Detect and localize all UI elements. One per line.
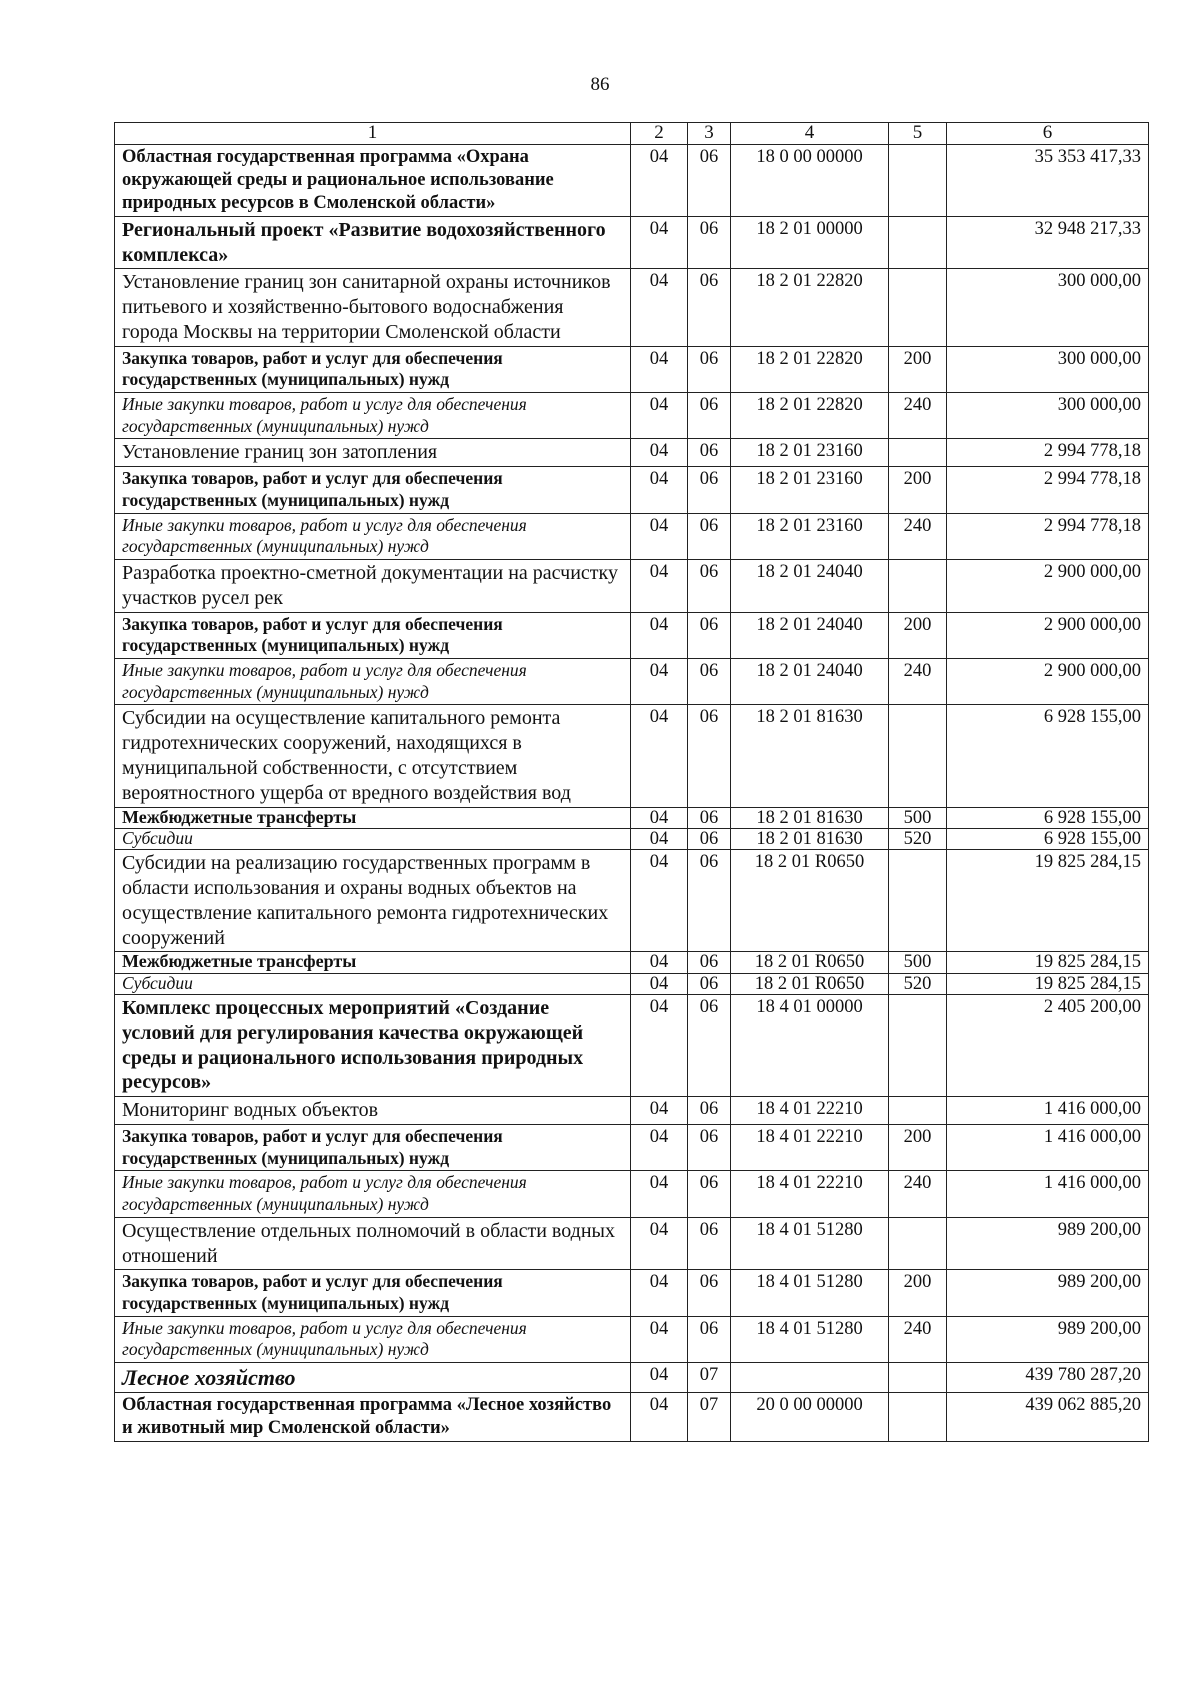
row-name: Разработка проектно-сметной документации на расчистку участков русел рек [115, 559, 631, 612]
row-section-code: 04 [631, 393, 688, 439]
row-expense-type [889, 850, 947, 952]
row-target-article: 18 2 01 81630 [731, 705, 889, 807]
row-section-code: 04 [631, 807, 688, 828]
row-name: Субсидии на осуществление капитального ремонта гидротехнических сооружений, находящихся в муниципальной собственности, с отсутствием вероятностного ущерба от вредного воздействия вод [115, 705, 631, 807]
row-target-article: 20 0 00 00000 [731, 1393, 889, 1442]
row-target-article: 18 2 01 24040 [731, 559, 889, 612]
row-amount: 989 200,00 [947, 1217, 1149, 1270]
row-name: Иные закупки товаров, работ и услуг для обеспечения государственных (муниципальных) нужд [115, 513, 631, 559]
row-section-code: 04 [631, 1393, 688, 1442]
row-amount: 300 000,00 [947, 393, 1149, 439]
row-subsection-code: 06 [688, 1097, 731, 1125]
table-row [115, 705, 1149, 807]
row-target-article: 18 4 01 51280 [731, 1217, 889, 1270]
row-expense-type [889, 439, 947, 467]
row-amount: 2 900 000,00 [947, 559, 1149, 612]
row-subsection-code: 06 [688, 144, 731, 216]
row-name: Межбюджетные трансферты [115, 952, 631, 973]
table-row [115, 393, 1149, 439]
row-expense-type [889, 705, 947, 807]
row-target-article: 18 2 01 81630 [731, 807, 889, 828]
row-amount: 2 994 778,18 [947, 513, 1149, 559]
row-amount: 2 994 778,18 [947, 467, 1149, 513]
row-section-code: 04 [631, 467, 688, 513]
row-expense-type [889, 1097, 947, 1125]
row-expense-type: 240 [889, 393, 947, 439]
table-row [115, 1270, 1149, 1316]
row-subsection-code: 06 [688, 513, 731, 559]
table-row [115, 269, 1149, 346]
row-expense-type [889, 269, 947, 346]
row-target-article: 18 2 01 00000 [731, 216, 889, 269]
row-subsection-code: 06 [688, 1125, 731, 1171]
table-row [115, 1171, 1149, 1217]
table-row [115, 346, 1149, 392]
row-name: Осуществление отдельных полномочий в области водных отношений [115, 1217, 631, 1270]
row-target-article: 18 2 01 R0650 [731, 850, 889, 952]
row-section-code: 04 [631, 995, 688, 1097]
table-row [115, 1097, 1149, 1125]
row-section-code: 04 [631, 269, 688, 346]
row-name: Субсидии [115, 973, 631, 994]
row-subsection-code: 06 [688, 973, 731, 994]
row-name: Иные закупки товаров, работ и услуг для обеспечения государственных (муниципальных) нужд [115, 1316, 631, 1362]
row-amount: 32 948 217,33 [947, 216, 1149, 269]
row-subsection-code: 06 [688, 1270, 731, 1316]
row-section-code: 04 [631, 850, 688, 952]
row-expense-type [889, 1393, 947, 1442]
column-header-2: 2 [631, 123, 688, 145]
table-row [115, 973, 1149, 994]
table-row [115, 1363, 1149, 1393]
row-subsection-code: 06 [688, 658, 731, 704]
row-section-code: 04 [631, 1171, 688, 1217]
row-amount: 1 416 000,00 [947, 1125, 1149, 1171]
row-section-code: 04 [631, 1270, 688, 1316]
row-target-article: 18 2 01 R0650 [731, 973, 889, 994]
row-amount: 6 928 155,00 [947, 828, 1149, 849]
row-amount: 989 200,00 [947, 1270, 1149, 1316]
row-name: Лесное хозяйство [115, 1363, 631, 1393]
row-amount: 19 825 284,15 [947, 952, 1149, 973]
row-name: Мониторинг водных объектов [115, 1097, 631, 1125]
row-name: Иные закупки товаров, работ и услуг для обеспечения государственных (муниципальных) нужд [115, 658, 631, 704]
row-name: Установление границ зон затопления [115, 439, 631, 467]
row-name: Иные закупки товаров, работ и услуг для обеспечения государственных (муниципальных) нужд [115, 1171, 631, 1217]
row-target-article: 18 4 01 22210 [731, 1125, 889, 1171]
row-expense-type: 520 [889, 973, 947, 994]
table-row [115, 995, 1149, 1097]
row-section-code: 04 [631, 1363, 688, 1393]
row-amount: 2 900 000,00 [947, 658, 1149, 704]
row-amount: 439 780 287,20 [947, 1363, 1149, 1393]
table-row [115, 144, 1149, 216]
row-name: Установление границ зон санитарной охраны источников питьевого и хозяйственно-бытового водоснабжения города Москвы на территории Смоленской области [115, 269, 631, 346]
row-expense-type: 200 [889, 346, 947, 392]
row-subsection-code: 06 [688, 559, 731, 612]
row-target-article: 18 0 00 00000 [731, 144, 889, 216]
row-subsection-code: 06 [688, 346, 731, 392]
row-expense-type: 240 [889, 658, 947, 704]
row-subsection-code: 06 [688, 850, 731, 952]
column-header-5: 5 [889, 123, 947, 145]
column-header-1: 1 [115, 123, 631, 145]
row-amount: 1 416 000,00 [947, 1171, 1149, 1217]
row-target-article: 18 2 01 22820 [731, 269, 889, 346]
row-expense-type: 240 [889, 513, 947, 559]
row-name: Региональный проект «Развитие водохозяйственного комплекса» [115, 216, 631, 269]
row-name: Областная государственная программа «Охрана окружающей среды и рациональное использование природных ресурсов в Смоленской области» [115, 144, 631, 216]
row-target-article: 18 2 01 23160 [731, 513, 889, 559]
row-section-code: 04 [631, 346, 688, 392]
table-row [115, 612, 1149, 658]
table-row [115, 658, 1149, 704]
row-amount: 2 900 000,00 [947, 612, 1149, 658]
row-subsection-code: 06 [688, 612, 731, 658]
row-section-code: 04 [631, 658, 688, 704]
page-number: 86 [590, 74, 610, 95]
row-amount: 19 825 284,15 [947, 973, 1149, 994]
table-row [115, 1125, 1149, 1171]
row-expense-type: 240 [889, 1316, 947, 1362]
row-name: Закупка товаров, работ и услуг для обеспечения государственных (муниципальных) нужд [115, 467, 631, 513]
row-subsection-code: 06 [688, 995, 731, 1097]
row-amount: 989 200,00 [947, 1316, 1149, 1362]
row-expense-type [889, 995, 947, 1097]
row-subsection-code: 06 [688, 393, 731, 439]
row-name: Закупка товаров, работ и услуг для обеспечения государственных (муниципальных) нужд [115, 1125, 631, 1171]
table-row [115, 807, 1149, 828]
row-section-code: 04 [631, 952, 688, 973]
row-section-code: 04 [631, 144, 688, 216]
row-target-article: 18 2 01 24040 [731, 612, 889, 658]
table-row [115, 1393, 1149, 1442]
row-target-article: 18 4 01 22210 [731, 1097, 889, 1125]
row-subsection-code: 06 [688, 828, 731, 849]
row-name: Субсидии на реализацию государственных программ в области использования и охраны водных объектов на осуществление капитального ремонта гидротехнических сооружений [115, 850, 631, 952]
row-expense-type: 200 [889, 1125, 947, 1171]
budget-table [114, 122, 1149, 1442]
row-section-code: 04 [631, 705, 688, 807]
row-amount: 2 994 778,18 [947, 439, 1149, 467]
column-header-4: 4 [731, 123, 889, 145]
table-row [115, 559, 1149, 612]
row-target-article: 18 2 01 81630 [731, 828, 889, 849]
row-target-article: 18 2 01 22820 [731, 346, 889, 392]
row-section-code: 04 [631, 1097, 688, 1125]
row-name: Межбюджетные трансферты [115, 807, 631, 828]
row-section-code: 04 [631, 1125, 688, 1171]
row-section-code: 04 [631, 973, 688, 994]
row-expense-type [889, 559, 947, 612]
row-target-article: 18 2 01 23160 [731, 467, 889, 513]
row-amount: 300 000,00 [947, 346, 1149, 392]
header-row [115, 123, 1149, 145]
row-expense-type [889, 216, 947, 269]
row-subsection-code: 06 [688, 216, 731, 269]
row-amount: 300 000,00 [947, 269, 1149, 346]
row-subsection-code: 07 [688, 1393, 731, 1442]
row-target-article: 18 4 01 00000 [731, 995, 889, 1097]
row-amount: 2 405 200,00 [947, 995, 1149, 1097]
row-expense-type: 200 [889, 467, 947, 513]
row-section-code: 04 [631, 513, 688, 559]
row-target-article: 18 2 01 R0650 [731, 952, 889, 973]
row-section-code: 04 [631, 559, 688, 612]
table-row [115, 216, 1149, 269]
table-row [115, 850, 1149, 952]
row-section-code: 04 [631, 439, 688, 467]
row-subsection-code: 06 [688, 467, 731, 513]
table-row [115, 467, 1149, 513]
row-subsection-code: 06 [688, 1316, 731, 1362]
row-name: Закупка товаров, работ и услуг для обеспечения государственных (муниципальных) нужд [115, 346, 631, 392]
row-name: Иные закупки товаров, работ и услуг для обеспечения государственных (муниципальных) нужд [115, 393, 631, 439]
row-section-code: 04 [631, 1217, 688, 1270]
row-subsection-code: 06 [688, 705, 731, 807]
table-body [115, 144, 1149, 1441]
row-target-article: 18 2 01 23160 [731, 439, 889, 467]
row-name: Закупка товаров, работ и услуг для обеспечения государственных (муниципальных) нужд [115, 1270, 631, 1316]
row-subsection-code: 06 [688, 1171, 731, 1217]
row-subsection-code: 07 [688, 1363, 731, 1393]
table-row [115, 1217, 1149, 1270]
row-target-article: 18 4 01 51280 [731, 1270, 889, 1316]
row-expense-type: 200 [889, 612, 947, 658]
row-subsection-code: 06 [688, 1217, 731, 1270]
table-row [115, 952, 1149, 973]
row-target-article: 18 2 01 22820 [731, 393, 889, 439]
row-expense-type: 200 [889, 1270, 947, 1316]
row-expense-type [889, 1363, 947, 1393]
row-amount: 19 825 284,15 [947, 850, 1149, 952]
row-name: Областная государственная программа «Лесное хозяйство и животный мир Смоленской области» [115, 1393, 631, 1442]
column-header-6: 6 [947, 123, 1149, 145]
row-expense-type: 240 [889, 1171, 947, 1217]
table-row [115, 1316, 1149, 1362]
row-section-code: 04 [631, 1316, 688, 1362]
row-amount: 1 416 000,00 [947, 1097, 1149, 1125]
row-amount: 6 928 155,00 [947, 807, 1149, 828]
row-target-article: 18 2 01 24040 [731, 658, 889, 704]
row-expense-type: 500 [889, 807, 947, 828]
row-expense-type [889, 1217, 947, 1270]
row-subsection-code: 06 [688, 807, 731, 828]
row-amount: 6 928 155,00 [947, 705, 1149, 807]
table-row [115, 828, 1149, 849]
row-subsection-code: 06 [688, 952, 731, 973]
row-subsection-code: 06 [688, 269, 731, 346]
row-subsection-code: 06 [688, 439, 731, 467]
row-name: Комплекс процессных мероприятий «Создание условий для регулирования качества окружающей среды и рационального использования природных ресурсов» [115, 995, 631, 1097]
row-expense-type: 500 [889, 952, 947, 973]
table-row [115, 513, 1149, 559]
row-amount: 35 353 417,33 [947, 144, 1149, 216]
row-section-code: 04 [631, 612, 688, 658]
column-header-3: 3 [688, 123, 731, 145]
row-target-article [731, 1363, 889, 1393]
row-target-article: 18 4 01 51280 [731, 1316, 889, 1362]
row-name: Закупка товаров, работ и услуг для обеспечения государственных (муниципальных) нужд [115, 612, 631, 658]
row-target-article: 18 4 01 22210 [731, 1171, 889, 1217]
row-section-code: 04 [631, 216, 688, 269]
row-expense-type: 520 [889, 828, 947, 849]
row-expense-type [889, 144, 947, 216]
table-row [115, 439, 1149, 467]
row-section-code: 04 [631, 828, 688, 849]
row-amount: 439 062 885,20 [947, 1393, 1149, 1442]
row-name: Субсидии [115, 828, 631, 849]
